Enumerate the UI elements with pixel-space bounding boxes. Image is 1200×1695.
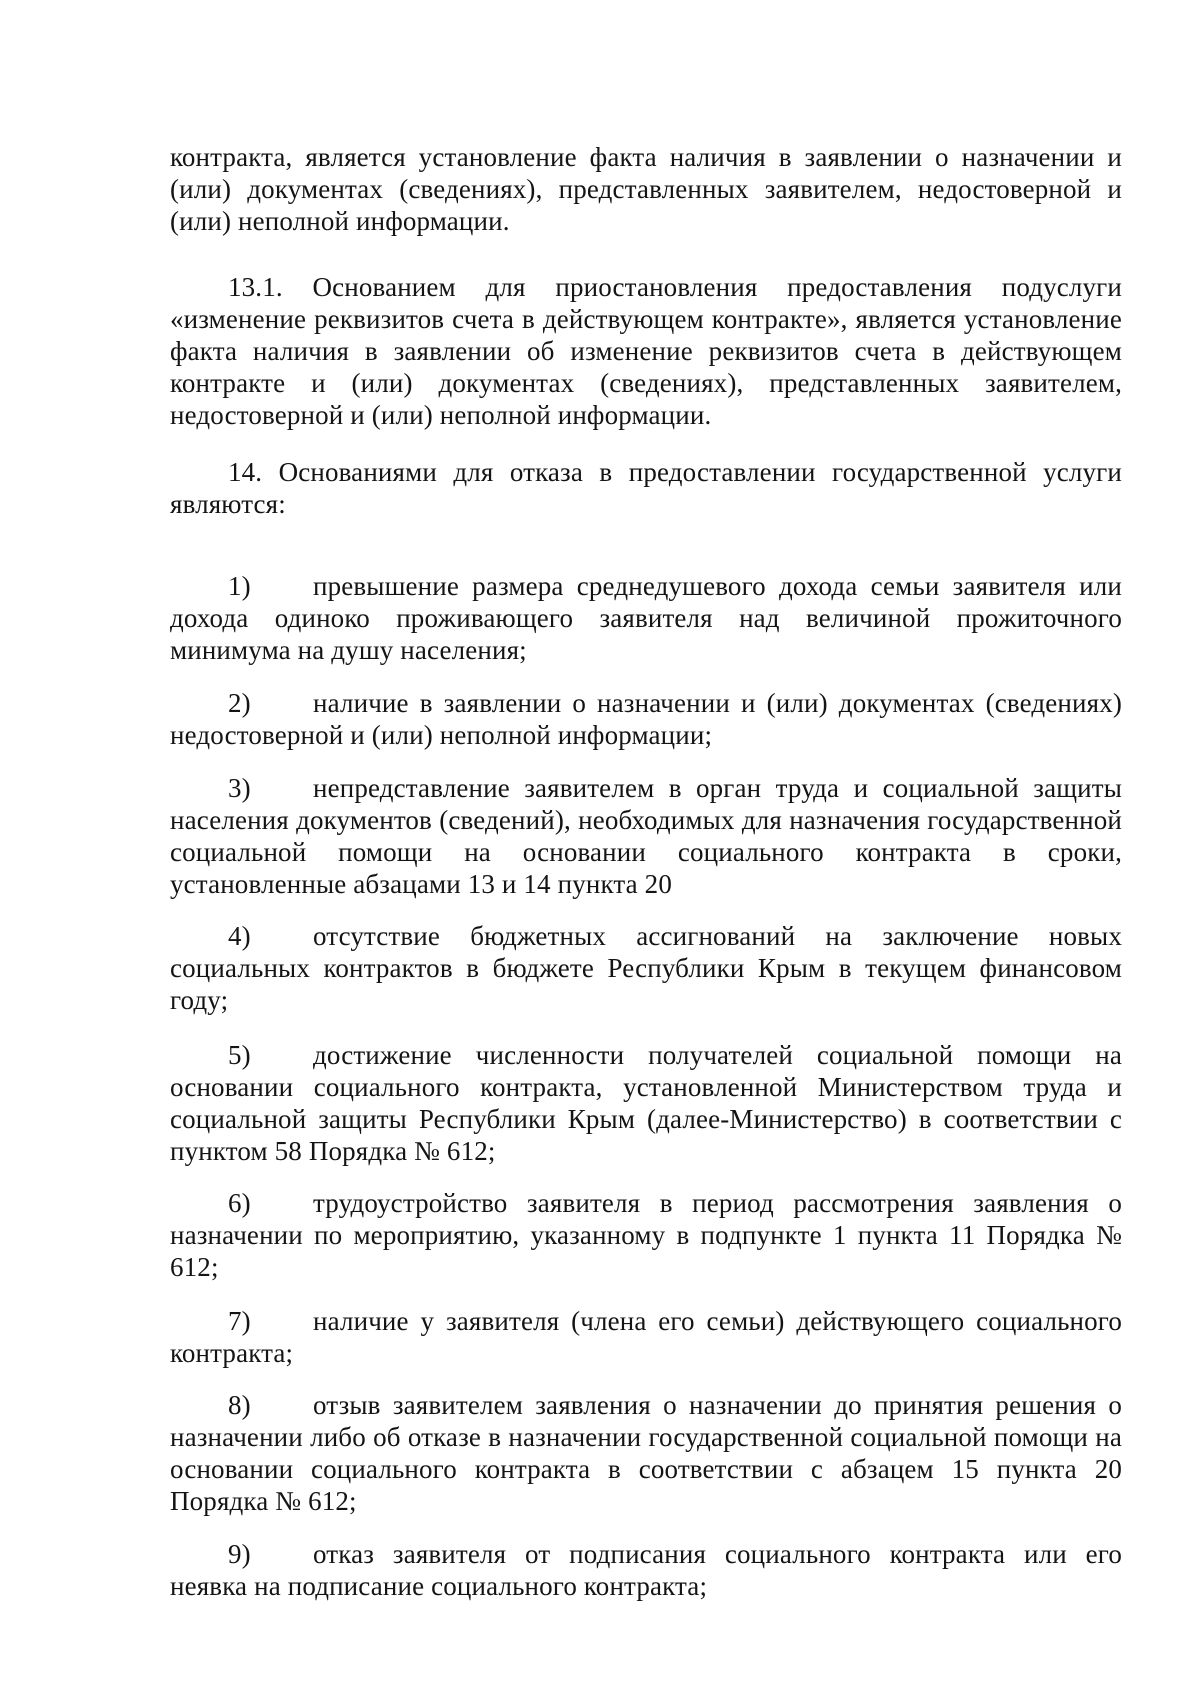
paragraph-continuation: контракта, является установление факта наличия в заявлении о назначении и (или) документах (сведениях), представленных заявителем, недостоверной и (или) неполной информации.	[170, 142, 1122, 236]
list-item	[170, 920, 1122, 1016]
list-item-number: 1)	[228, 571, 251, 601]
list-item	[170, 1389, 1122, 1517]
paragraph-13-1: 13.1. Основанием для приостановления предоставления подуслуги «изменение реквизитов счета в действующем контракте», является установление факта наличия в заявлении об изменение реквизитов счета в действующем контракте и (или) документах (сведениях), представленных заявителем, недостоверной и (или) неполной информации.	[170, 272, 1122, 430]
list-item-text: отзыв заявителем заявления о назначении до принятия решения о назначении либо об отказе в назначении государственной социальной помощи на основании социального контракта в соответствии с абзацем 15 пункта 20 Порядка № 612;	[170, 1390, 1122, 1516]
list-item	[170, 687, 1122, 751]
list-item-number: 5)	[228, 1040, 251, 1070]
list-item	[170, 772, 1122, 900]
list-item	[170, 1187, 1122, 1283]
list-item	[170, 570, 1122, 666]
list-item	[170, 1305, 1122, 1369]
list-item-text: непредставление заявителем в орган труда и социальной защиты населения документов (сведений), необходимых для назначения государственной социальной помощи на основании социального контракта в сроки, установленные абзацами 13 и 14 пункта 20	[170, 773, 1122, 899]
list-item-number: 2)	[228, 688, 251, 718]
list-item	[170, 1039, 1122, 1167]
list-item-text: отсутствие бюджетных ассигнований на заключение новых социальных контрактов в бюджете Республики Крым в текущем финансовом году;	[170, 921, 1122, 1015]
list-item-text: наличие у заявителя (члена его семьи) действующего социального контракта;	[170, 1306, 1122, 1368]
list-item	[170, 1538, 1122, 1602]
list-item-number: 4)	[228, 921, 251, 951]
paragraph-14: 14. Основаниями для отказа в предоставлении государственной услуги являются:	[170, 457, 1122, 519]
list-item-text: достижение численности получателей социальной помощи на основании социального контракта, установленной Министерством труда и социальной защиты Республики Крым (далее-Министерство) в соответствии с пунктом 58 Порядка № 612;	[170, 1040, 1122, 1166]
list-item-text: трудоустройство заявителя в период рассмотрения заявления о назначении по мероприятию, указанному в подпункте 1 пункта 11 Порядка № 612;	[170, 1188, 1122, 1282]
list-item-number: 7)	[228, 1306, 251, 1336]
list-item-number: 6)	[228, 1188, 251, 1218]
list-item-text: наличие в заявлении о назначении и (или) документах (сведениях) недостоверной и (или) неполной информации;	[170, 688, 1122, 750]
list-item-text: отказ заявителя от подписания социального контракта или его неявка на подписание социального контракта;	[170, 1539, 1122, 1601]
list-item-number: 8)	[228, 1390, 251, 1420]
list-item-text: превышение размера среднедушевого дохода семьи заявителя или дохода одиноко проживающего заявителя над величиной прожиточного минимума на душу населения;	[170, 571, 1122, 665]
list-item-number: 9)	[228, 1539, 251, 1569]
list-item-number: 3)	[228, 773, 251, 803]
